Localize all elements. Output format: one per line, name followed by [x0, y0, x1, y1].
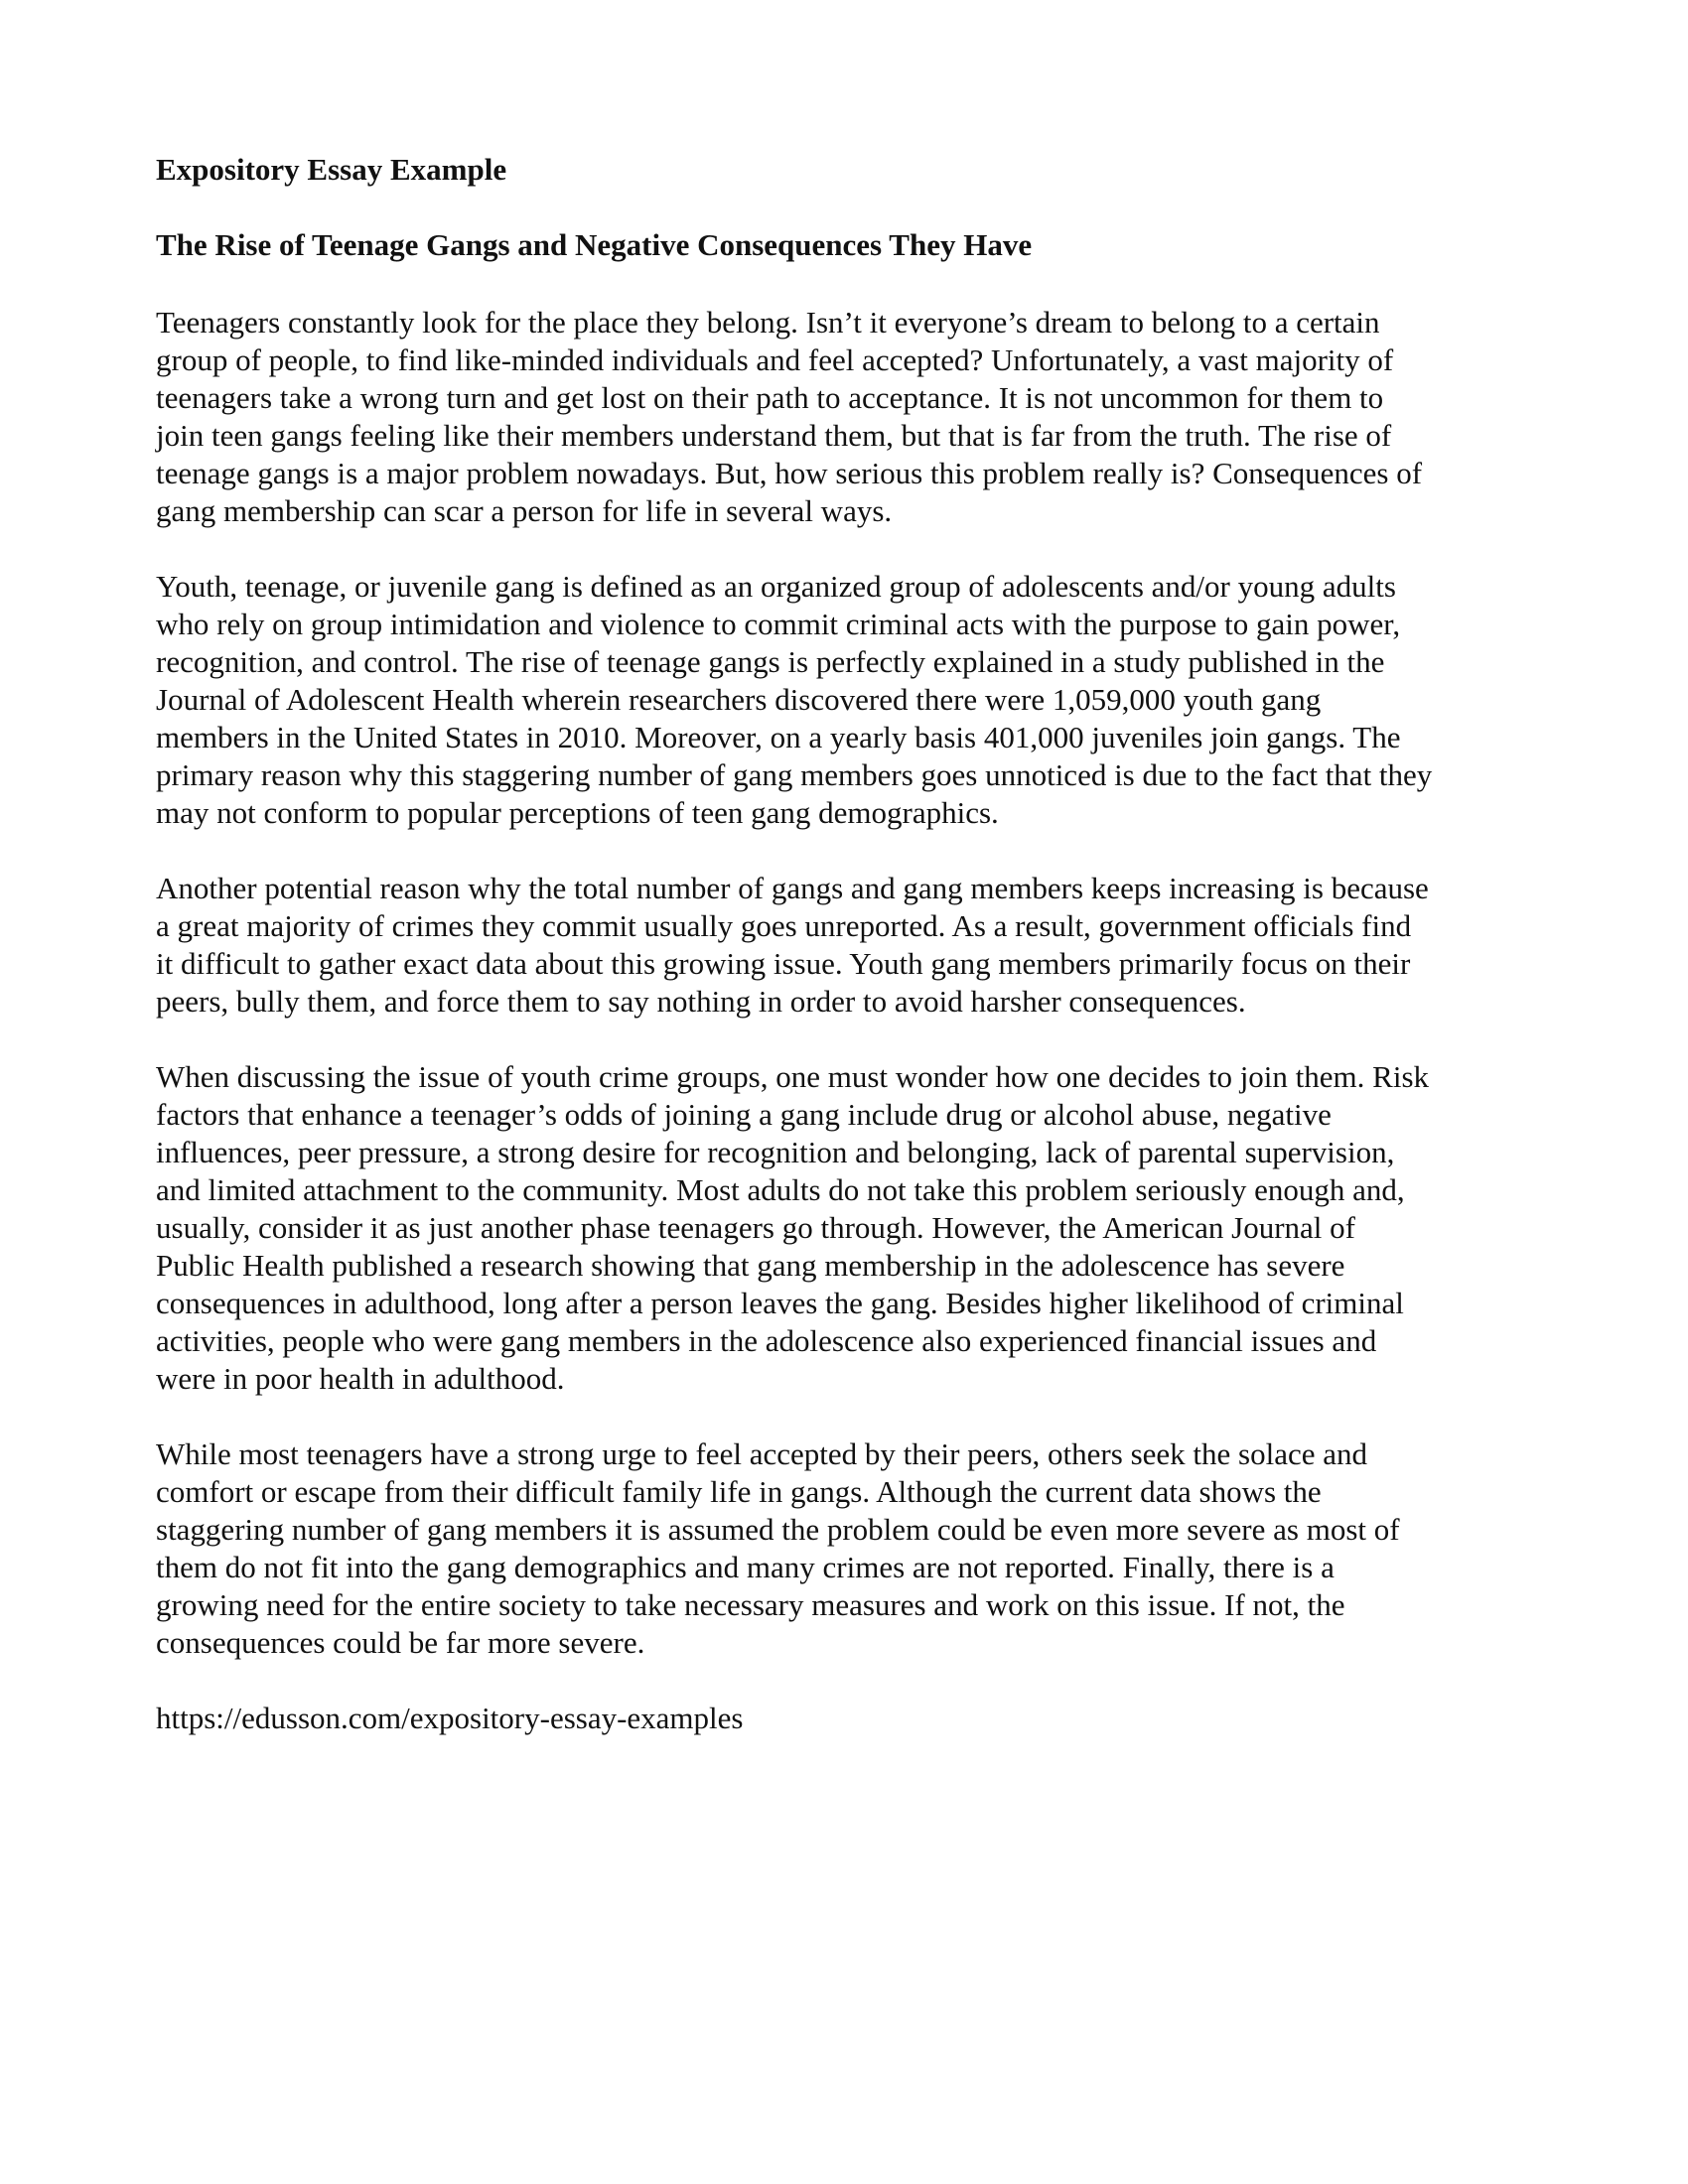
paragraph-line: consequences in adulthood, long after a person leaves the gang. Besides higher likelihood of criminal: [156, 1286, 1404, 1320]
paragraph-line: who rely on group intimidation and violence to commit criminal acts with the purpose to gain power,: [156, 607, 1401, 641]
paragraph-line: a great majority of crimes they commit usually goes unreported. As a result, government officials find: [156, 908, 1412, 943]
paragraph-5: [156, 1435, 1546, 1662]
paragraph-line: Teenagers constantly look for the place they belong. Isn’t it everyone’s dream to belong to a certain: [156, 305, 1380, 340]
paragraph-line: comfort or escape from their difficult family life in gangs. Although the current data shows the: [156, 1474, 1322, 1509]
paragraph-line: Public Health published a research showing that gang membership in the adolescence has severe: [156, 1248, 1345, 1283]
paragraph-line: When discussing the issue of youth crime groups, one must wonder how one decides to join them. Risk: [156, 1059, 1430, 1094]
paragraph-line: and limited attachment to the community. Most adults do not take this problem seriously enough and,: [156, 1172, 1405, 1207]
essay-title: The Rise of Teenage Gangs and Negative Consequences They Have: [156, 227, 1033, 262]
paragraph-line: consequences could be far more severe.: [156, 1625, 645, 1660]
paragraph-line: Journal of Adolescent Health wherein researchers discovered there were 1,059,000 youth gang: [156, 682, 1322, 717]
paragraph-line: may not conform to popular perceptions of teen gang demographics.: [156, 795, 999, 830]
document-body: [156, 151, 1546, 1737]
paragraph-line: activities, people who were gang members in the adolescence also experienced financial issues and: [156, 1323, 1377, 1358]
paragraph-line: join teen gangs feeling like their members understand them, but that is far from the truth. The rise of: [156, 418, 1392, 453]
paragraph-line: were in poor health in adulthood.: [156, 1361, 565, 1396]
paragraph-line: group of people, to find like-minded individuals and feel accepted? Unfortunately, a vast majority of: [156, 342, 1394, 377]
paragraph-line: primary reason why this staggering number of gang members goes unnoticed is due to the fact that they: [156, 757, 1433, 792]
paragraph-line: Another potential reason why the total number of gangs and gang members keeps increasing is because: [156, 871, 1429, 905]
paragraph-line: it difficult to gather exact data about this growing issue. Youth gang members primarily focus on their: [156, 946, 1411, 981]
paragraph-line: Youth, teenage, or juvenile gang is defined as an organized group of adolescents and/or young adults: [156, 569, 1396, 604]
paragraph-2: [156, 568, 1546, 832]
paragraph-1: [156, 304, 1546, 530]
source-link[interactable]: https://edusson.com/expository-essay-examples: [156, 1701, 744, 1735]
paragraph-line: influences, peer pressure, a strong desire for recognition and belonging, lack of parental supervision,: [156, 1135, 1395, 1169]
paragraph-line: While most teenagers have a strong urge to feel accepted by their peers, others seek the solace and: [156, 1436, 1367, 1471]
paragraph-line: factors that enhance a teenager’s odds of joining a gang include drug or alcohol abuse, negative: [156, 1097, 1332, 1132]
paragraph-line: recognition, and control. The rise of teenage gangs is perfectly explained in a study published in the: [156, 644, 1385, 679]
paragraph-4: [156, 1058, 1546, 1398]
paragraph-line: gang membership can scar a person for life in several ways.: [156, 493, 893, 528]
paragraph-line: growing need for the entire society to take necessary measures and work on this issue. If not, the: [156, 1587, 1345, 1622]
paragraph-line: teenagers take a wrong turn and get lost on their path to acceptance. It is not uncommon for them to: [156, 380, 1384, 415]
paragraph-line: members in the United States in 2010. Moreover, on a yearly basis 401,000 juveniles join gangs. The: [156, 720, 1401, 754]
paragraph-line: them do not fit into the gang demographics and many crimes are not reported. Finally, there is a: [156, 1550, 1335, 1584]
paragraph-line: usually, consider it as just another phase teenagers go through. However, the American Journal of: [156, 1210, 1355, 1245]
paragraph-line: staggering number of gang members it is assumed the problem could be even more severe as most of: [156, 1512, 1400, 1547]
paragraph-line: teenage gangs is a major problem nowadays. But, how serious this problem really is? Consequences of: [156, 456, 1423, 490]
document-label: Expository Essay Example: [156, 152, 507, 187]
paragraph-3: [156, 870, 1546, 1021]
paragraph-line: peers, bully them, and force them to say nothing in order to avoid harsher consequences.: [156, 984, 1246, 1019]
